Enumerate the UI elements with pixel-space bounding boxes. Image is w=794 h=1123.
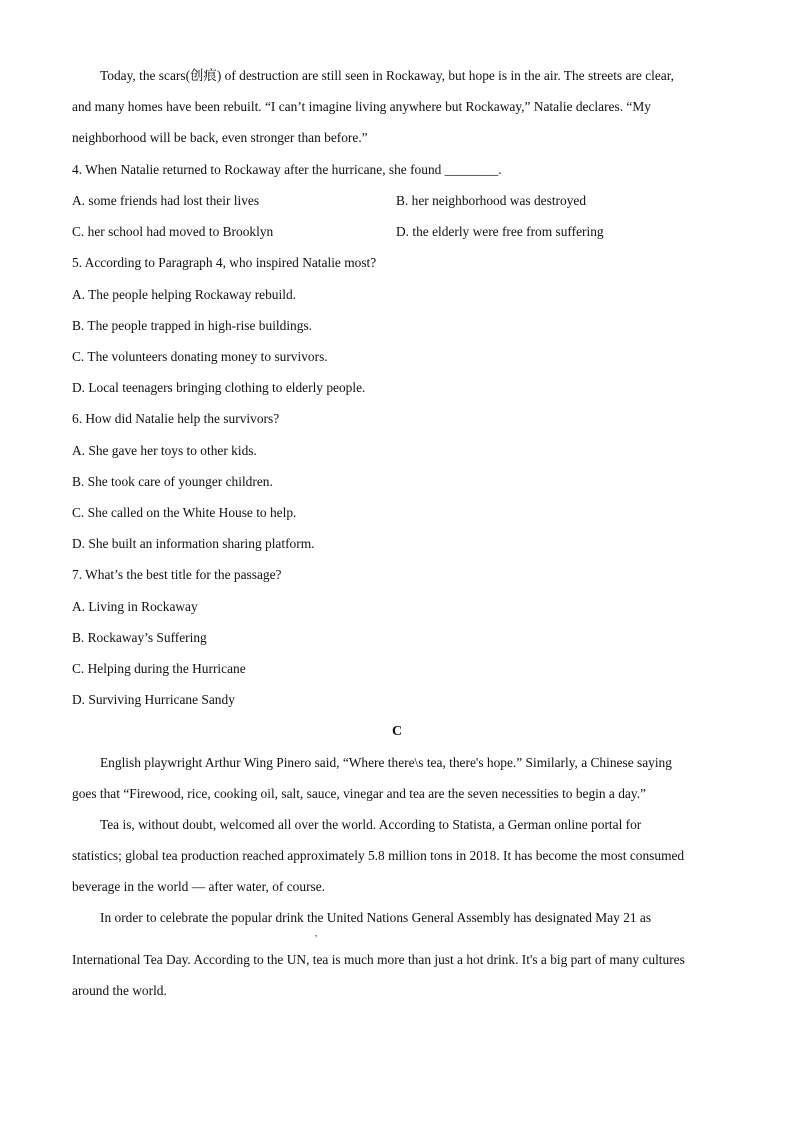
paragraph-line: Today, the scars(创痕) of destruction are still seen in Rockaway, but hope is in the air. The streets are clear, (100, 68, 675, 83)
question-stem: 6. How did Natalie help the survivors? (72, 411, 280, 426)
question-stem: 5. According to Paragraph 4, who inspired Natalie most? (72, 255, 377, 270)
stray-comma-mark: , (315, 928, 318, 938)
section-heading: C (391, 724, 403, 739)
option-c: C. The volunteers donating money to survivors. (72, 349, 328, 364)
option-b: B. She took care of younger children. (72, 474, 273, 489)
paragraph-line: English playwright Arthur Wing Pinero said, “Where there\s tea, there's hope.” Similarly, a Chinese saying (100, 755, 672, 770)
paragraph-line: statistics; global tea production reached approximately 5.8 million tons in 2018. It has become the most consumed (72, 848, 685, 863)
option-d: D. Surviving Hurricane Sandy (72, 692, 235, 707)
option-a: A. She gave her toys to other kids. (72, 443, 257, 458)
option-d: D. Local teenagers bringing clothing to elderly people. (72, 380, 366, 395)
option-c: C. her school had moved to Brooklyn (72, 224, 274, 239)
option-d: D. She built an information sharing platform. (72, 536, 315, 551)
question-stem: 7. What’s the best title for the passage? (72, 567, 282, 582)
paragraph-line: International Tea Day. According to the UN, tea is much more than just a hot drink. It's a big part of many cultures (72, 952, 685, 967)
option-a: A. The people helping Rockaway rebuild. (72, 287, 296, 302)
option-b: B. Rockaway’s Suffering (72, 630, 207, 645)
paragraph-line: beverage in the world — after water, of course. (72, 879, 326, 894)
option-d: D. the elderly were free from suffering (396, 224, 604, 239)
question-stem: 4. When Natalie returned to Rockaway after the hurricane, she found ________. (72, 162, 502, 177)
paragraph-line: Tea is, without doubt, welcomed all over the world. According to Statista, a German online portal for (100, 817, 642, 832)
option-c: C. She called on the White House to help. (72, 505, 297, 520)
option-b: B. The people trapped in high-rise buildings. (72, 318, 312, 333)
paragraph-line: around the world. (72, 983, 167, 998)
option-a: A. some friends had lost their lives (72, 193, 260, 208)
paragraph-line: neighborhood will be back, even stronger than before.” (72, 130, 368, 145)
option-a: A. Living in Rockaway (72, 599, 198, 614)
paragraph-line: In order to celebrate the popular drink the United Nations General Assembly has designated May 21 as (100, 910, 652, 925)
paragraph-line: goes that “Firewood, rice, cooking oil, salt, sauce, vinegar and tea are the seven necessities to begin a day.” (72, 786, 646, 801)
option-c: C. Helping during the Hurricane (72, 661, 246, 676)
option-b: B. her neighborhood was destroyed (396, 193, 587, 208)
paragraph-line: and many homes have been rebuilt. “I can’t imagine living anywhere but Rockaway,” Natalie declares. “My (72, 99, 651, 114)
